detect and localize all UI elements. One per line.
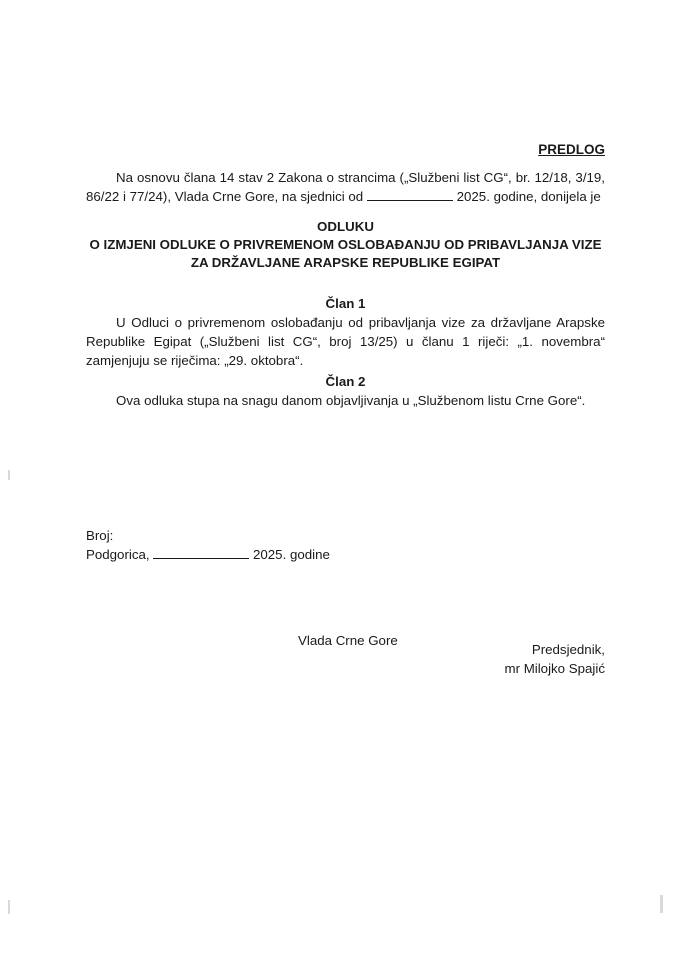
issuer-name: Vlada Crne Gore	[298, 633, 398, 648]
intro-text-part2: 2025. godine, donijela je	[456, 189, 601, 204]
article-2-text: Ova odluka stupa na snagu danom objavljivanja u „Službenom listu Crne Gore“.	[116, 393, 586, 408]
place-label: Podgorica,	[86, 547, 150, 562]
signatory-name: mr Milojko Spajić	[504, 661, 605, 676]
article-1-heading: Član 1	[325, 296, 366, 311]
scan-artifact	[660, 895, 663, 913]
signatory-title: Predsjednik,	[531, 642, 605, 657]
scan-artifact	[8, 470, 10, 480]
signing-date-blank	[153, 545, 249, 559]
decision-title	[86, 218, 605, 272]
intro-paragraph	[86, 168, 605, 206]
article-1-text: U Odluci o privremenom oslobađanju od pribavljanja vize za državljane Arapske Republike Egipat („Službeni list CG“, broj 13/25) u članu 1 riječi: „1. novembra“ zamjenjuju se riječima: „29. oktobra“.	[86, 315, 605, 368]
date-suffix: 2025. godine	[252, 547, 330, 562]
reference-number-label: Broj:	[86, 528, 114, 543]
title-line-3: ZA DRŽAVLJANE ARAPSKE REPUBLIKE EGIPAT	[190, 255, 501, 270]
scan-artifact	[8, 900, 10, 914]
intro-text-part1: Na osnovu člana 14 stav 2 Zakona o strancima („Službeni list CG“, br. 12/18, 3/19, 86/22 i 77/24), Vlada Crne Gore, na sjednici od	[86, 170, 605, 204]
session-date-blank	[367, 187, 453, 201]
article-2-heading: Član 2	[325, 374, 366, 389]
proposal-marker: PREDLOG	[538, 142, 605, 157]
title-line-1: ODLUKU	[317, 219, 374, 234]
place-date-line	[86, 545, 330, 564]
title-line-2: O IZMJENI ODLUKE O PRIVREMENOM OSLOBAĐANJU OD PRIBAVLJANJA VIZE	[89, 237, 602, 252]
